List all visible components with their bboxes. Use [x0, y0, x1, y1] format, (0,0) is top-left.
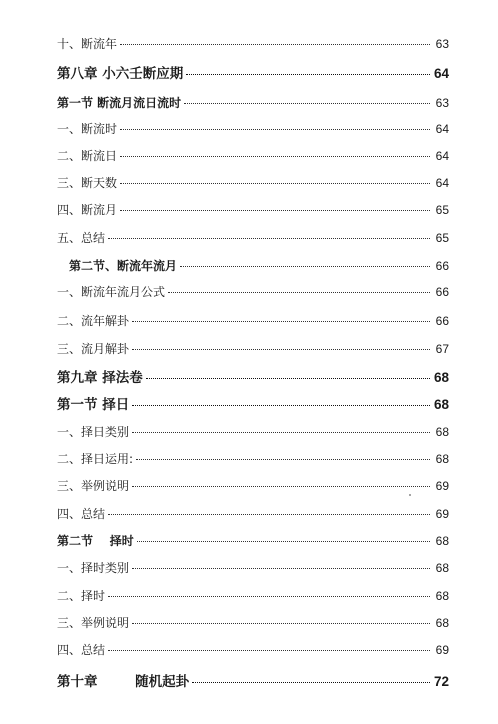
- toc-entry: [57, 175, 449, 191]
- toc-entry-page: 69: [435, 507, 449, 521]
- toc-entry: [57, 230, 449, 246]
- toc-entry-page: 64: [435, 176, 449, 190]
- toc-section-entry: [57, 95, 449, 111]
- toc-entry: [57, 615, 449, 631]
- dot-leader: [146, 378, 430, 379]
- toc-entry-page: 69: [435, 643, 449, 657]
- toc-entry-page: 68: [435, 589, 449, 603]
- toc-entry: [57, 451, 449, 467]
- toc-entry-title: 五、总结: [57, 231, 106, 245]
- toc-entry-page: 64: [435, 149, 449, 163]
- toc-entry-page: 68: [435, 534, 449, 548]
- toc-entry: [57, 560, 449, 576]
- toc-entry: [57, 284, 449, 300]
- toc-entry-page: 63: [435, 37, 449, 51]
- toc-entry-page: 63: [435, 96, 449, 110]
- toc-entry-title: 第十章 随机起卦: [57, 674, 190, 690]
- toc-chapter-entry: [57, 370, 449, 386]
- dot-leader: [120, 129, 430, 130]
- toc-section-entry: [57, 533, 449, 549]
- scan-speck: [409, 494, 411, 496]
- toc-section-entry: [69, 258, 449, 274]
- dot-leader: [132, 486, 430, 487]
- toc-entry-title: 三、举例说明: [57, 616, 130, 630]
- toc-entry-title: 十、断流年: [57, 37, 118, 51]
- toc-entry-title: 第一节 断流月流日流时: [57, 96, 182, 110]
- toc-entry: [57, 506, 449, 522]
- toc-entry-page: 67: [435, 342, 449, 356]
- toc-entry-title: 二、断流日: [57, 149, 118, 163]
- toc-entry-page: 72: [433, 674, 449, 689]
- toc-entry-title: 一、择时类别: [57, 561, 130, 575]
- dot-leader: [108, 596, 430, 597]
- toc-entry-page: 64: [435, 122, 449, 136]
- toc-entry-page: 68: [435, 452, 449, 466]
- toc-chapter-entry: [57, 66, 449, 82]
- toc-entry-page: 68: [433, 397, 449, 412]
- toc-entry-page: 68: [435, 425, 449, 439]
- toc-entry-title: 三、流月解卦: [57, 342, 130, 356]
- dot-leader: [132, 321, 430, 322]
- dot-leader: [120, 210, 430, 211]
- toc-entry-title: 第九章 择法卷: [57, 370, 143, 386]
- dot-leader: [186, 74, 430, 75]
- toc-entry-title: 第二节、断流年流月: [69, 259, 178, 273]
- dot-leader: [132, 568, 430, 569]
- dot-leader: [120, 183, 430, 184]
- toc-entry-page: 66: [435, 259, 449, 273]
- toc-entry: [57, 424, 449, 440]
- toc-entry-title: 一、断流时: [57, 122, 118, 136]
- toc-entry: [57, 478, 449, 494]
- toc-entry: [57, 341, 449, 357]
- toc-entry: [57, 36, 449, 52]
- toc-entry-page: 64: [433, 66, 449, 81]
- dot-leader: [132, 623, 430, 624]
- toc-entry-title: 三、举例说明: [57, 479, 130, 493]
- toc-entry: [57, 148, 449, 164]
- toc-entry-page: 68: [433, 370, 449, 385]
- dot-leader: [132, 349, 430, 350]
- toc-chapter-entry: [57, 674, 449, 690]
- toc-entry: [57, 121, 449, 137]
- toc-entry-title: 一、择日类别: [57, 425, 130, 439]
- toc-entry-page: 65: [435, 203, 449, 217]
- dot-leader: [168, 292, 430, 293]
- dot-leader: [108, 238, 430, 239]
- dot-leader: [136, 459, 430, 460]
- toc-entry-title: 三、断天数: [57, 176, 118, 190]
- toc-entry-title: 第一节 择日: [57, 397, 130, 413]
- toc-entry-title: 第八章 小六壬断应期: [57, 66, 184, 82]
- toc-section-entry: [57, 397, 449, 413]
- dot-leader: [180, 266, 430, 267]
- dot-leader: [120, 156, 430, 157]
- toc-entry-page: 68: [435, 561, 449, 575]
- dot-leader: [192, 682, 430, 683]
- dot-leader: [137, 541, 430, 542]
- toc-entry-page: 66: [435, 285, 449, 299]
- toc-entry-title: 第二节 择时: [57, 534, 134, 548]
- toc-entry: [57, 642, 449, 658]
- dot-leader: [132, 405, 430, 406]
- toc-entry-title: 一、断流年流月公式: [57, 285, 166, 299]
- toc-entry: [57, 202, 449, 218]
- toc-entry-page: 65: [435, 231, 449, 245]
- dot-leader: [108, 514, 430, 515]
- toc-entry-title: 二、择日运用:: [57, 452, 134, 466]
- toc-entry-page: 69: [435, 479, 449, 493]
- dot-leader: [108, 650, 430, 651]
- toc-entry-page: 68: [435, 616, 449, 630]
- toc-entry: [57, 313, 449, 329]
- toc-entry-title: 四、总结: [57, 643, 106, 657]
- toc-entry-page: 66: [435, 314, 449, 328]
- dot-leader: [120, 44, 430, 45]
- toc-entry-title: 二、流年解卦: [57, 314, 130, 328]
- dot-leader: [132, 432, 430, 433]
- toc-entry-title: 四、总结: [57, 507, 106, 521]
- dot-leader: [184, 103, 430, 104]
- toc-entry-title: 二、择时: [57, 589, 106, 603]
- toc-entry-title: 四、断流月: [57, 203, 118, 217]
- toc-entry: [57, 588, 449, 604]
